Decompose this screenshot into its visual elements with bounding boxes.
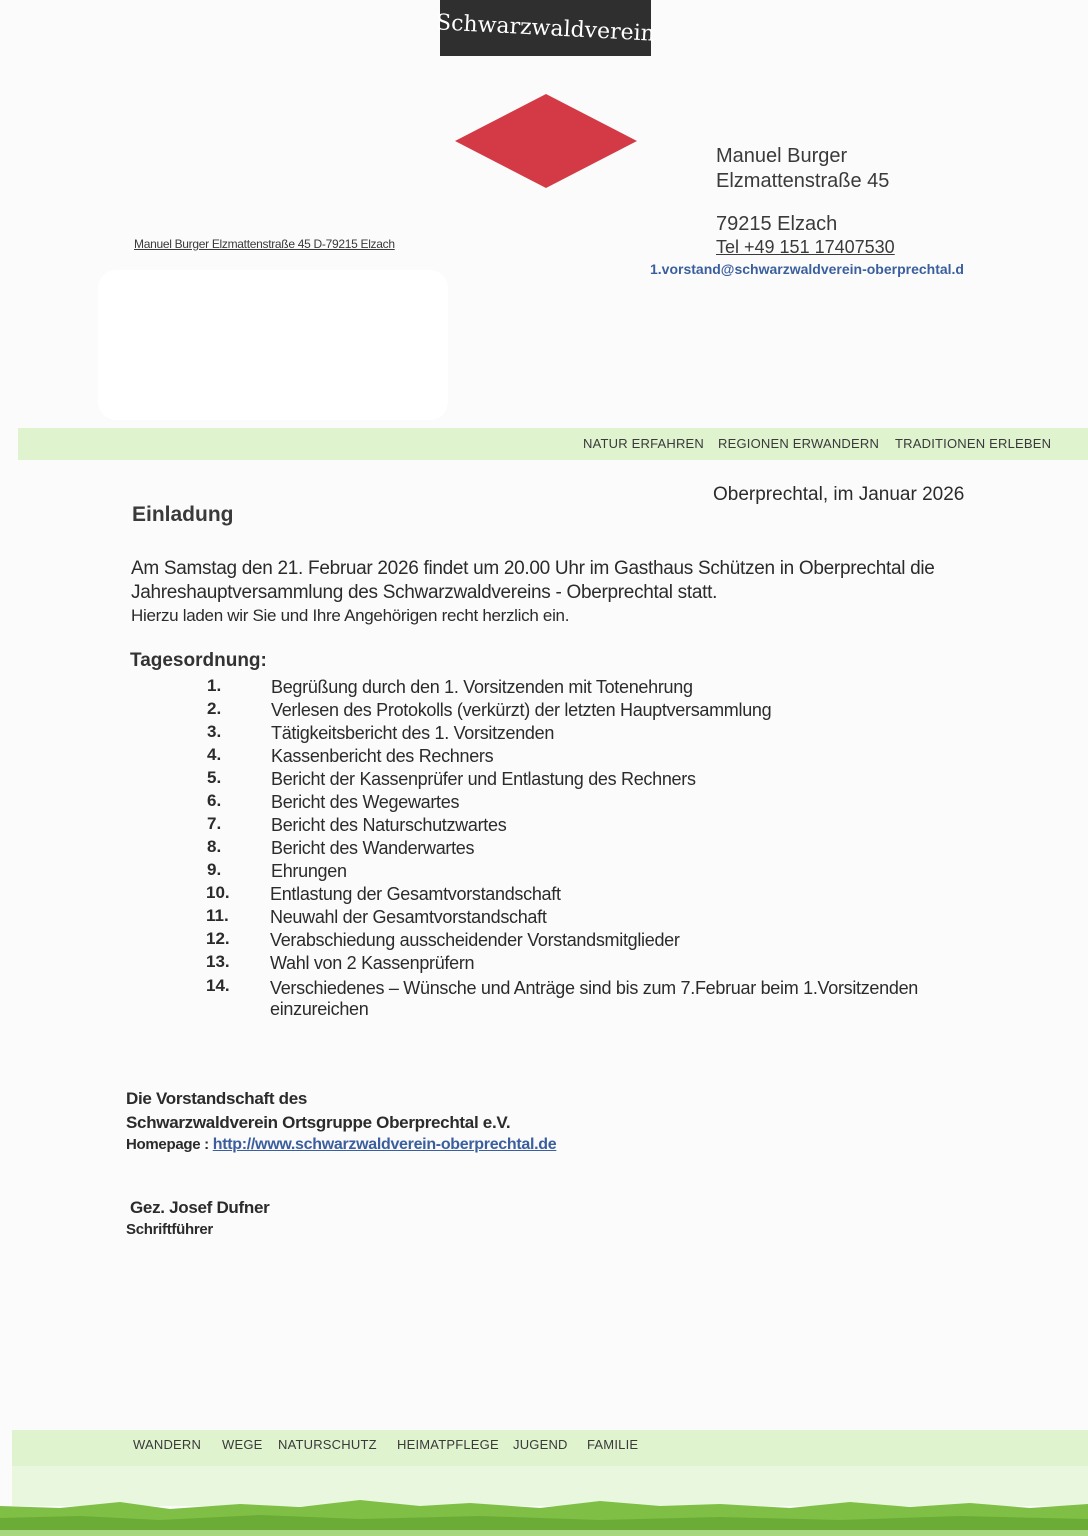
diamond-emblem-icon	[455, 94, 637, 188]
agenda-item: Tätigkeitsbericht des 1. Vorsitzenden	[271, 723, 555, 743]
sender-telephone: Tel +49 151 17407530	[716, 237, 895, 257]
letter-title: Einladung	[132, 503, 234, 526]
sender-city: 79215 Elzach	[716, 213, 838, 235]
agenda-item: Kassenbericht des Rechners	[271, 746, 494, 766]
agenda-number: 6.	[207, 791, 222, 810]
agenda-item: Bericht des Naturschutzwartes	[271, 815, 507, 835]
nav-top-item-natur: NATUR ERFAHREN	[583, 436, 705, 451]
agenda-item: Bericht des Wanderwartes	[271, 838, 475, 858]
nav-top-item-traditionen: TRADITIONEN ERLEBEN	[895, 436, 1052, 451]
signature-name: Gez. Josef Dufner	[130, 1198, 270, 1217]
agenda-item: Verlesen des Protokolls (verkürzt) der letzten Hauptversammlung	[271, 700, 772, 720]
agenda-number: 7.	[207, 814, 222, 833]
agenda-item-continuation: einzureichen	[270, 999, 369, 1019]
agenda-number: 13.	[206, 952, 230, 971]
agenda-item: Entlastung der Gesamtvorstandschaft	[270, 884, 561, 904]
agenda-number: 8.	[207, 837, 222, 856]
logo	[435, 0, 656, 56]
agenda-number: 1.	[207, 676, 222, 695]
sender-email-link[interactable]: 1.vorstand@schwarzwaldverein-oberprechtal.d	[650, 261, 964, 277]
agenda-item: Verabschiedung ausscheidender Vorstandsmitglieder	[270, 930, 680, 950]
homepage-link[interactable]: http://www.schwarzwaldverein-oberprechtal.de	[212, 1136, 557, 1153]
sender-street: Elzmattenstraße 45	[716, 170, 890, 192]
homepage-label: Homepage :	[126, 1136, 209, 1153]
agenda-item: Bericht des Wegewartes	[271, 792, 460, 812]
agenda-item: Bericht der Kassenprüfer und Entlastung des Rechners	[271, 769, 696, 789]
nav-bottom-item-wandern: WANDERN	[133, 1437, 202, 1452]
nav-top-item-regionen: REGIONEN ERWANDERN	[718, 436, 880, 451]
agenda-number: 12.	[206, 929, 230, 948]
agenda-item: Verschiedenes – Wünsche und Anträge sind bis zum 7.Februar beim 1.Vorsitzenden	[270, 978, 918, 998]
closing-line-2: Schwarzwaldverein Ortsgruppe Oberprechtal e.V.	[126, 1113, 511, 1132]
nav-bottom-item-wege: WEGE	[222, 1437, 263, 1452]
nav-bottom-item-heimatpflege: HEIMATPFLEGE	[397, 1437, 499, 1452]
closing-line-1: Die Vorstandschaft des	[126, 1089, 308, 1108]
agenda-item: Wahl von 2 Kassenprüfern	[270, 953, 475, 973]
return-address: Manuel Burger Elzmattenstraße 45 D-79215 Elzach	[134, 237, 395, 251]
logo-text: Schwarzwaldverein	[435, 9, 656, 47]
sender-name: Manuel Burger	[716, 145, 848, 167]
agenda-number: 3.	[207, 722, 222, 741]
agenda-number: 2.	[207, 699, 222, 718]
signature-role: Schriftführer	[126, 1221, 213, 1238]
agenda-item: Neuwahl der Gesamtvorstandschaft	[270, 907, 547, 927]
invitation-text-line-3: Hierzu laden wir Sie und Ihre Angehörigen recht herzlich ein.	[131, 606, 570, 625]
agenda-number: 5.	[207, 768, 222, 787]
agenda-number: 10.	[206, 883, 230, 902]
nav-bottom-item-naturschutz: NATURSCHUTZ	[278, 1437, 377, 1452]
agenda-number: 14.	[206, 976, 230, 995]
nav-bottom-item-jugend: JUGEND	[513, 1437, 568, 1452]
grass-footer-graphic	[0, 1494, 1088, 1536]
agenda-item: Ehrungen	[271, 861, 347, 881]
agenda-number: 9.	[207, 860, 222, 879]
agenda-item: Begrüßung durch den 1. Vorsitzenden mit Totenehrung	[271, 677, 693, 697]
redacted-recipient-address	[98, 270, 448, 420]
agenda-number: 11.	[206, 906, 229, 925]
invitation-text-line-2: Jahreshauptversammlung des Schwarzwaldvereins - Oberprechtal statt.	[131, 582, 718, 603]
agenda-heading: Tagesordnung:	[130, 650, 267, 671]
nav-bottom-item-familie: FAMILIE	[587, 1437, 639, 1452]
agenda-number: 4.	[207, 745, 222, 764]
invitation-text-line-1: Am Samstag den 21. Februar 2026 findet um 20.00 Uhr im Gasthaus Schützen in Oberprechtal die	[131, 558, 935, 579]
homepage-line	[126, 1136, 556, 1154]
date-line: Oberprechtal, im Januar 2026	[713, 484, 965, 505]
